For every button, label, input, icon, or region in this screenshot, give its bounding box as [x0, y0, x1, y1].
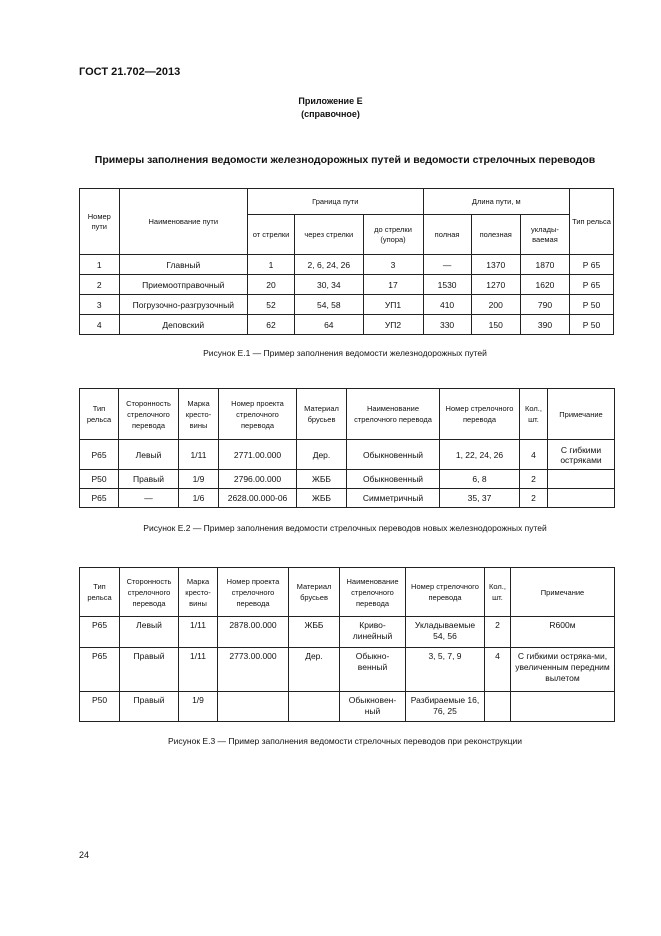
- col-switch-name: Наименование стрелочного перевода: [340, 568, 406, 617]
- table-cell: ЖББ: [297, 489, 347, 508]
- figure-caption-e3: Рисунок Е.3 — Пример заполнения ведомости стрелочных переводов при реконструкции: [168, 736, 522, 746]
- col-note: Примечание: [548, 389, 615, 440]
- document-header: ГОСТ 21.702—2013: [79, 66, 181, 78]
- table-cell: Р 50: [570, 295, 614, 315]
- col-rail-type: Тип рельса: [570, 189, 614, 255]
- table-cell: 410: [423, 295, 471, 315]
- table-cell: Р 50: [570, 315, 614, 335]
- table-cell: ЖББ: [297, 470, 347, 489]
- table-cell: [485, 692, 511, 722]
- table-cell: ЖББ: [289, 617, 340, 648]
- table-cell: Укладываемые 54, 56: [406, 617, 485, 648]
- railway-tracks-table: [79, 188, 614, 335]
- table-cell: [218, 692, 289, 722]
- table-cell: Левый: [119, 440, 179, 470]
- table-row: [80, 648, 615, 692]
- table-cell: УП2: [363, 315, 423, 335]
- table-cell: Р65: [80, 440, 119, 470]
- table-cell: [511, 692, 615, 722]
- col-rail-type: Тип рельса: [80, 389, 119, 440]
- table-cell: 2: [485, 617, 511, 648]
- col-sleeper-material: Материал брусьев: [289, 568, 340, 617]
- table-cell: 1620: [520, 275, 569, 295]
- table-row: [80, 255, 614, 275]
- table-cell: С гибкими остряка-ми, увеличенным передним вылетом: [511, 648, 615, 692]
- table-cell: 2771.00.000: [219, 440, 297, 470]
- table-cell: 1: [247, 255, 294, 275]
- table-cell: 2628.00.000-06: [219, 489, 297, 508]
- table-cell: 1: [80, 255, 120, 275]
- table-cell: 2773.00.000: [218, 648, 289, 692]
- table-cell: 1/9: [179, 692, 218, 722]
- appendix-title: Приложение Е: [298, 96, 363, 106]
- table-row: [80, 470, 615, 489]
- table-cell: Обыкновенный: [347, 470, 440, 489]
- table-cell: 1/6: [179, 489, 219, 508]
- table-cell: Р65: [80, 617, 120, 648]
- table-cell: [548, 489, 615, 508]
- col-quantity: Кол., шт.: [485, 568, 511, 617]
- appendix-subtitle: (справочное): [301, 109, 360, 119]
- col-frog-grade: Марка кресто-вины: [179, 389, 219, 440]
- table-cell: 1/11: [179, 617, 218, 648]
- col-switch-name: Наименование стрелочного перевода: [347, 389, 440, 440]
- table-cell: 2: [520, 489, 548, 508]
- col-switch-side: Сторонность стрелочного перевода: [120, 568, 179, 617]
- table-cell: 330: [423, 315, 471, 335]
- table-cell: Левый: [120, 617, 179, 648]
- table-cell: Погрузочно-разгрузочный: [119, 295, 247, 315]
- table-cell: Обыкновен-ный: [340, 692, 406, 722]
- table-cell: R600м: [511, 617, 615, 648]
- section-heading: Примеры заполнения ведомости железнодорожных путей и ведомости стрелочных переводов: [94, 154, 596, 166]
- table-cell: 2: [80, 275, 120, 295]
- table-cell: Р50: [80, 470, 119, 489]
- col-track-number: Номер пути: [80, 189, 120, 255]
- table-row: [80, 275, 614, 295]
- table-cell: 2: [520, 470, 548, 489]
- table-cell: Р65: [80, 648, 120, 692]
- table-cell: УП1: [363, 295, 423, 315]
- table-cell: Главный: [119, 255, 247, 275]
- table-cell: 1270: [471, 275, 520, 295]
- col-project-number: Номер проекта стрелочного перевода: [219, 389, 297, 440]
- table-cell: Приемоотправочный: [119, 275, 247, 295]
- table-cell: 1370: [471, 255, 520, 275]
- table-row: [80, 489, 615, 508]
- table-cell: [289, 692, 340, 722]
- col-note: Примечание: [511, 568, 615, 617]
- page-number: 24: [79, 850, 90, 860]
- col-switch-number: Номер стрелочного перевода: [440, 389, 520, 440]
- table-cell: Р 65: [570, 255, 614, 275]
- col-switch-number: Номер стрелочного перевода: [406, 568, 485, 617]
- table-cell: Обыкновенный: [347, 440, 440, 470]
- table-cell: 200: [471, 295, 520, 315]
- table-cell: С гибкими остряками: [548, 440, 615, 470]
- table-cell: Симметричный: [347, 489, 440, 508]
- table-cell: 150: [471, 315, 520, 335]
- col-switch-side: Сторонность стрелочного перевода: [119, 389, 179, 440]
- table-cell: 62: [247, 315, 294, 335]
- table-cell: 1/11: [179, 440, 219, 470]
- table-cell: Р50: [80, 692, 120, 722]
- table-cell: Правый: [120, 648, 179, 692]
- col-sleeper-material: Материал брусьев: [297, 389, 347, 440]
- table-cell: 2796.00.000: [219, 470, 297, 489]
- table-cell: 64: [295, 315, 363, 335]
- col-length-laid: уклады-ваемая: [520, 215, 569, 255]
- table-cell: Криво-линейный: [340, 617, 406, 648]
- table-cell: 4: [80, 315, 120, 335]
- table-row: [80, 315, 614, 335]
- table-row: [80, 295, 614, 315]
- table-cell: Р 65: [570, 275, 614, 295]
- table-cell: —: [423, 255, 471, 275]
- col-to-switch: до стрелки (упора): [363, 215, 423, 255]
- table-cell: Правый: [119, 470, 179, 489]
- table-cell: 790: [520, 295, 569, 315]
- table-cell: 35, 37: [440, 489, 520, 508]
- col-from-switch: от стрелки: [247, 215, 294, 255]
- col-length-useful: полезная: [471, 215, 520, 255]
- table-cell: 390: [520, 315, 569, 335]
- table-cell: Деповский: [119, 315, 247, 335]
- table-row: [80, 692, 615, 722]
- col-quantity: Кол., шт.: [520, 389, 548, 440]
- table-cell: 1530: [423, 275, 471, 295]
- col-track-boundary: Граница пути: [247, 189, 423, 215]
- table-row: [80, 617, 615, 648]
- table-cell: 4: [485, 648, 511, 692]
- table-cell: Обыкно-венный: [340, 648, 406, 692]
- col-length-full: полная: [423, 215, 471, 255]
- table-cell: 6, 8: [440, 470, 520, 489]
- table-cell: 1, 22, 24, 26: [440, 440, 520, 470]
- table-cell: 1/11: [179, 648, 218, 692]
- table-cell: 4: [520, 440, 548, 470]
- table-cell: Дер.: [289, 648, 340, 692]
- table-cell: 3: [363, 255, 423, 275]
- table-cell: 17: [363, 275, 423, 295]
- table-cell: Дер.: [297, 440, 347, 470]
- table-cell: 1/9: [179, 470, 219, 489]
- table-cell: —: [119, 489, 179, 508]
- table-cell: 52: [247, 295, 294, 315]
- table-cell: 2878.00.000: [218, 617, 289, 648]
- col-track-length: Длина пути, м: [423, 189, 570, 215]
- col-project-number: Номер проекта стрелочного перевода: [218, 568, 289, 617]
- table-cell: 2, 6, 24, 26: [295, 255, 363, 275]
- table-row: [80, 440, 615, 470]
- col-frog-grade: Марка кресто-вины: [179, 568, 218, 617]
- table-cell: 54, 58: [295, 295, 363, 315]
- switches-new-table: [79, 388, 615, 508]
- table-cell: 30, 34: [295, 275, 363, 295]
- col-via-switch: через стрелки: [295, 215, 363, 255]
- table-cell: Р65: [80, 489, 119, 508]
- switches-reconstruction-table: [79, 567, 615, 722]
- figure-caption-e2: Рисунок Е.2 — Пример заполнения ведомости стрелочных переводов новых железнодорожных путей: [143, 523, 547, 533]
- table-cell: 3, 5, 7, 9: [406, 648, 485, 692]
- table-cell: 1870: [520, 255, 569, 275]
- table-cell: 20: [247, 275, 294, 295]
- table-cell: [548, 470, 615, 489]
- col-rail-type: Тип рельса: [80, 568, 120, 617]
- figure-caption-e1: Рисунок Е.1 — Пример заполнения ведомости железнодорожных путей: [203, 348, 487, 358]
- table-cell: Правый: [120, 692, 179, 722]
- col-track-name: Наименование пути: [119, 189, 247, 255]
- table-cell: Разбираемые 16, 76, 25: [406, 692, 485, 722]
- table-cell: 3: [80, 295, 120, 315]
